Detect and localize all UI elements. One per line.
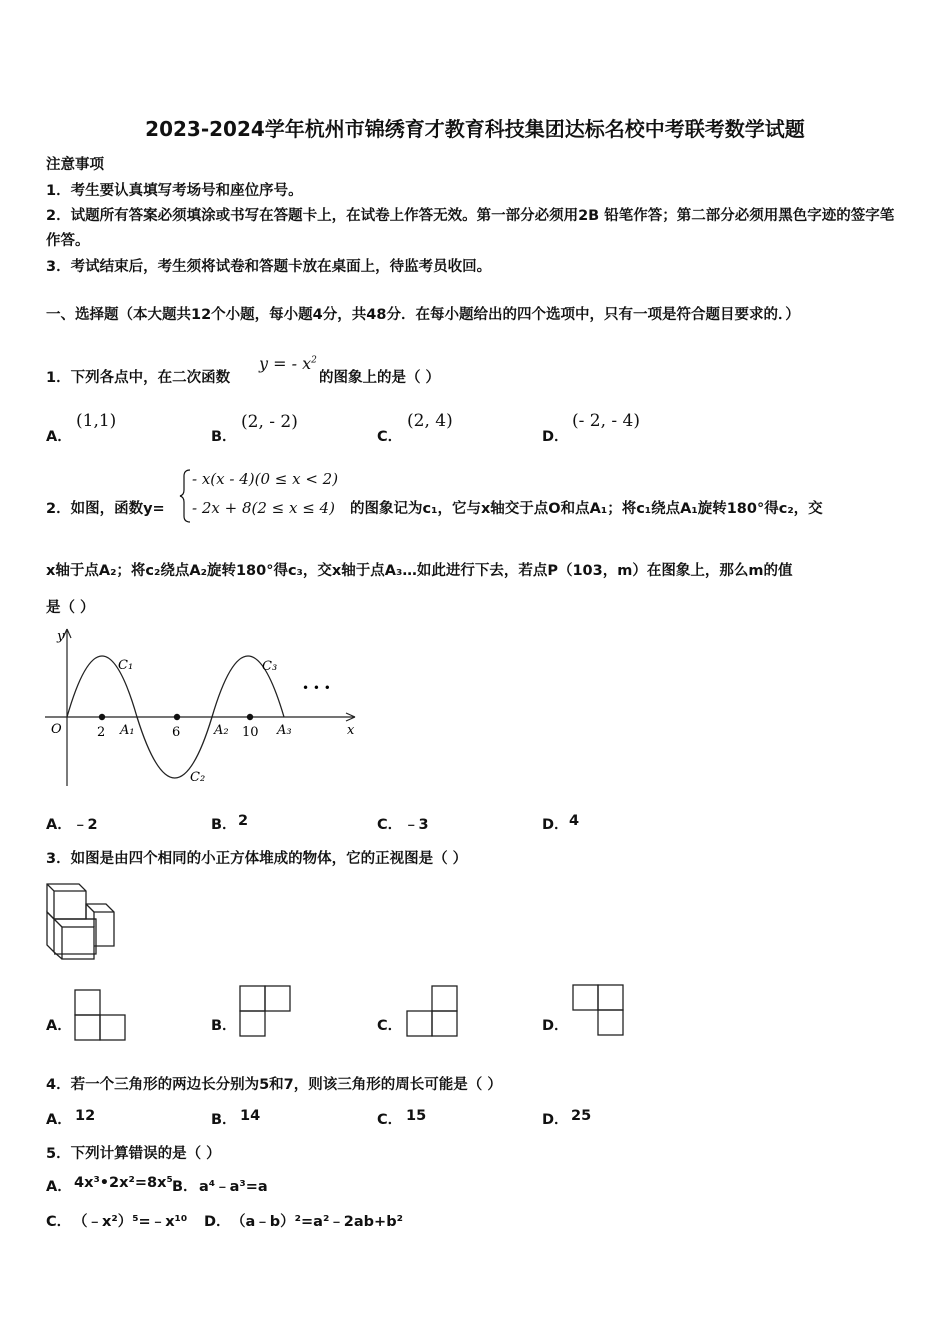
q2-option-a-value: ﹣2 bbox=[73, 817, 98, 833]
tick-dot-6 bbox=[174, 714, 180, 720]
q2-graph bbox=[40, 624, 365, 792]
q4-option-b-label: B． bbox=[211, 1112, 237, 1128]
q1-function bbox=[259, 354, 317, 373]
q2-option-d-value: 4 bbox=[569, 813, 580, 829]
q5-option-c-label: C． bbox=[46, 1214, 72, 1230]
q1-option-c-label: C． bbox=[377, 429, 403, 445]
q5-option-d-label: D． bbox=[204, 1214, 231, 1230]
q2-option-c-value: ﹣3 bbox=[404, 817, 429, 833]
q4-option-b-value: 14 bbox=[240, 1108, 261, 1124]
q3-stem: 3．如图是由四个相同的小正方体堆成的物体，它的正视图是（ ） bbox=[46, 851, 468, 867]
section-header: 一、选择题（本大题共12个小题，每小题4分，共48分．在每小题给出的四个选项中，只有一项是符合题目要求的．） bbox=[46, 307, 800, 323]
curve-label-c2: C₂ bbox=[190, 770, 206, 785]
q1-option-a-value: (1,1) bbox=[76, 411, 117, 431]
q2-option-b-label: B． bbox=[211, 817, 237, 833]
tick-label-10: 10 bbox=[242, 725, 259, 740]
tick-label-6: 6 bbox=[172, 725, 181, 740]
q2-stem-part1: 2．如图，函数y= bbox=[46, 501, 165, 517]
q4-option-c-value: 15 bbox=[406, 1108, 427, 1124]
q3-option-b-label: B． bbox=[211, 1018, 237, 1034]
q5-option-a-label: A． bbox=[46, 1179, 72, 1195]
tick-dot-10 bbox=[247, 714, 253, 720]
q1-option-d-label: D． bbox=[542, 429, 569, 445]
q2-option-d-label: D． bbox=[542, 817, 569, 833]
q2-option-a-label: A． bbox=[46, 817, 72, 833]
curve-label-c3: C₃ bbox=[262, 659, 278, 674]
q4-option-d-label: D． bbox=[542, 1112, 569, 1128]
q1-option-a-label: A． bbox=[46, 429, 72, 445]
q3-option-c-label: C． bbox=[377, 1018, 403, 1034]
q3-option-b-figure bbox=[238, 984, 292, 1038]
q5-option-b-label: B． bbox=[172, 1179, 198, 1195]
q1-option-c-value: (2, 4) bbox=[407, 411, 453, 431]
q3-option-a-label: A． bbox=[46, 1018, 72, 1034]
curve-label-c1: C₁ bbox=[118, 658, 134, 673]
q2-stem-part3: x轴于点A₂；将c₂绕点A₂旋转180°得c₃，交x轴于点A₃…如此进行下去，若点P（103，m）在图象上，那么m的值 bbox=[46, 563, 793, 579]
point-label-a3: A₃ bbox=[277, 723, 292, 738]
y-axis-label: y bbox=[57, 629, 65, 644]
q1-option-b-value: (2, - 2) bbox=[241, 412, 298, 432]
q1-function-expr: y = - x bbox=[259, 354, 312, 373]
q4-stem: 4．若一个三角形的两边长分别为5和7，则该三角形的周长可能是（ ） bbox=[46, 1077, 502, 1093]
q1-option-b-label: B． bbox=[211, 429, 237, 445]
q4-option-c-label: C． bbox=[377, 1112, 403, 1128]
notice-item-1: 1．考生要认真填写考场号和座位序号。 bbox=[46, 183, 303, 199]
q4-option-a-value: 12 bbox=[75, 1108, 96, 1124]
q2-piece-1: - x(x - 4)(0 ≤ x < 2) bbox=[192, 470, 339, 488]
q3-option-d-label: D． bbox=[542, 1018, 569, 1034]
notice-item-3: 3．考试结束后，考生须将试卷和答题卡放在桌面上，待监考员收回。 bbox=[46, 259, 492, 275]
q5-option-c-value: （﹣x²）⁵=﹣x¹⁰ bbox=[73, 1214, 188, 1230]
q2-stem-part2: 的图象记为c₁，它与x轴交于点O和点A₁；将c₁绕点A₁旋转180°得c₂，交 bbox=[350, 501, 823, 517]
tick-label-2: 2 bbox=[97, 725, 106, 740]
q3-option-a-figure bbox=[73, 988, 127, 1042]
x-axis-label: x bbox=[347, 723, 355, 738]
q2-option-c-label: C． bbox=[377, 817, 403, 833]
q5-stem: 5．下列计算错误的是（ ） bbox=[46, 1146, 221, 1162]
q4-option-d-value: 25 bbox=[571, 1108, 592, 1124]
q3-option-d-figure bbox=[571, 983, 625, 1037]
q2-stem-part4: 是（ ） bbox=[46, 600, 95, 616]
notice-heading: 注意事项 bbox=[46, 157, 104, 173]
point-label-a2: A₂ bbox=[214, 723, 229, 738]
q3-option-c-figure bbox=[405, 984, 459, 1038]
q1-function-exponent: 2 bbox=[311, 355, 317, 366]
page-title: 2023-2024学年杭州市锦绣育才教育科技集团达标名校中考联考数学试题 bbox=[145, 117, 805, 141]
origin-label: O bbox=[51, 722, 62, 737]
q2-option-b-value: 2 bbox=[238, 813, 249, 829]
ellipsis-label: • • • bbox=[302, 681, 331, 695]
q4-option-a-label: A． bbox=[46, 1112, 72, 1128]
q2-piecewise bbox=[178, 468, 348, 524]
q1-stem-part2: 的图象上的是（ ） bbox=[319, 370, 441, 386]
point-label-a1: A₁ bbox=[120, 723, 135, 738]
notice-item-2: 2．试题所有答案必须填涂或书写在答题卡上，在试卷上作答无效。第一部分必须用2B 铅笔作答；第二部分必须用黑色字迹的签字笔作答。 bbox=[46, 208, 895, 249]
q1-option-d-value: (- 2, - 4) bbox=[572, 411, 640, 431]
q3-cube-stack-figure bbox=[44, 882, 116, 962]
tick-dot-2 bbox=[99, 714, 105, 720]
left-brace-icon bbox=[178, 468, 192, 524]
q5-option-a-value: 4x³•2x²=8x⁵ bbox=[74, 1175, 173, 1191]
q1-stem-part1: 1．下列各点中，在二次函数 bbox=[46, 370, 231, 386]
q5-option-b-value: a⁴﹣a³=a bbox=[199, 1179, 268, 1195]
q5-option-d-value: （a﹣b）²=a²﹣2ab+b² bbox=[231, 1214, 403, 1230]
q2-piece-2: - 2x + 8(2 ≤ x ≤ 4) bbox=[192, 499, 335, 517]
